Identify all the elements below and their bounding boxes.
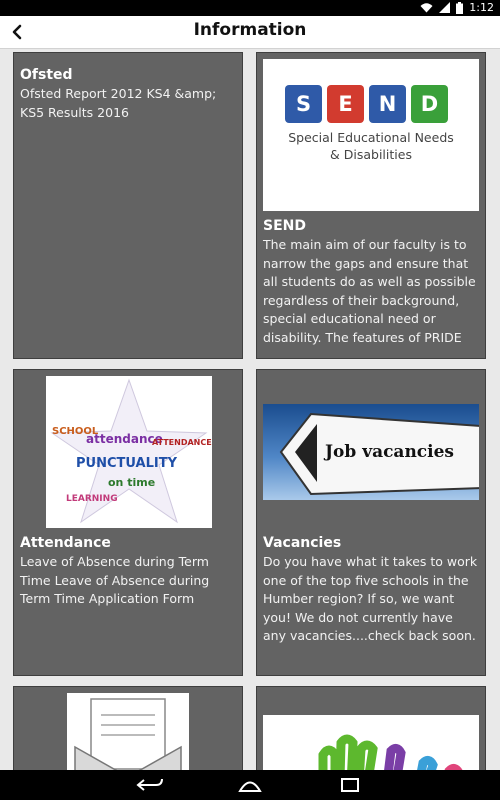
info-card-attendance[interactable] bbox=[13, 369, 243, 676]
send-letter-tile: S bbox=[285, 85, 322, 123]
status-bar bbox=[0, 0, 500, 16]
wordcloud-word: SCHOOL bbox=[52, 426, 99, 437]
star-shape bbox=[46, 376, 212, 528]
info-card-ofsted[interactable] bbox=[13, 52, 243, 359]
send-letter-tile: D bbox=[411, 85, 448, 123]
navigation-bar bbox=[0, 770, 500, 800]
wordcloud-word: ATTENDANCE bbox=[152, 438, 212, 447]
app-bar bbox=[0, 16, 500, 49]
status-time: 1:12 bbox=[469, 1, 494, 14]
info-card-handprints[interactable] bbox=[256, 686, 486, 770]
card-title: Vacancies bbox=[263, 535, 342, 551]
send-logo-image bbox=[263, 59, 479, 211]
home-nav-icon[interactable] bbox=[237, 776, 263, 794]
page-title: Information bbox=[193, 20, 307, 40]
send-caption: Special Educational Needs bbox=[288, 130, 454, 145]
attendance-wordcloud-image bbox=[46, 376, 212, 528]
back-nav-icon[interactable] bbox=[136, 776, 164, 794]
wordcloud-word: PUNCTUALITY bbox=[76, 456, 177, 471]
info-card-vacancies[interactable] bbox=[256, 369, 486, 676]
job-vacancies-image bbox=[263, 404, 479, 500]
card-title: SEND bbox=[263, 218, 306, 234]
signal-icon bbox=[439, 2, 450, 13]
wordcloud-word: attendance bbox=[86, 432, 163, 446]
wifi-icon bbox=[420, 2, 433, 13]
info-card-document[interactable] bbox=[13, 686, 243, 770]
card-title: Ofsted bbox=[20, 67, 73, 83]
card-description: The main aim of our faculty is to narrow the gaps and ensure that all students do as well as possible regardless of their background, special educational need or disability. The features of PRIDE bbox=[263, 237, 476, 345]
battery-icon bbox=[456, 2, 463, 14]
envelope-icon bbox=[67, 693, 189, 770]
envelope-image bbox=[67, 693, 189, 770]
handprint-icon bbox=[263, 715, 479, 770]
send-caption: & Disabilities bbox=[330, 147, 412, 162]
send-letter-tile: N bbox=[369, 85, 406, 123]
sign-text: Job vacancies bbox=[325, 442, 455, 462]
card-title: Attendance bbox=[20, 535, 111, 551]
recents-nav-icon[interactable] bbox=[340, 776, 362, 794]
handprints-image bbox=[263, 715, 479, 770]
send-letter-tile: E bbox=[327, 85, 364, 123]
info-grid bbox=[0, 49, 500, 770]
wordcloud-word: LEARNING bbox=[66, 494, 118, 504]
wordcloud-word: on time bbox=[108, 476, 156, 489]
card-description: Ofsted Report 2012 KS4 &amp; KS5 Results 2016 bbox=[20, 86, 217, 120]
card-description: Do you have what it takes to work one of the top five schools in the Humber region? If so, we want you! We do not currently have any vacancies....check back soon. bbox=[263, 554, 478, 643]
info-card-send[interactable] bbox=[256, 52, 486, 359]
card-description: Leave of Absence during Term Time Leave of Absence during Term Time Application Form bbox=[20, 554, 210, 606]
